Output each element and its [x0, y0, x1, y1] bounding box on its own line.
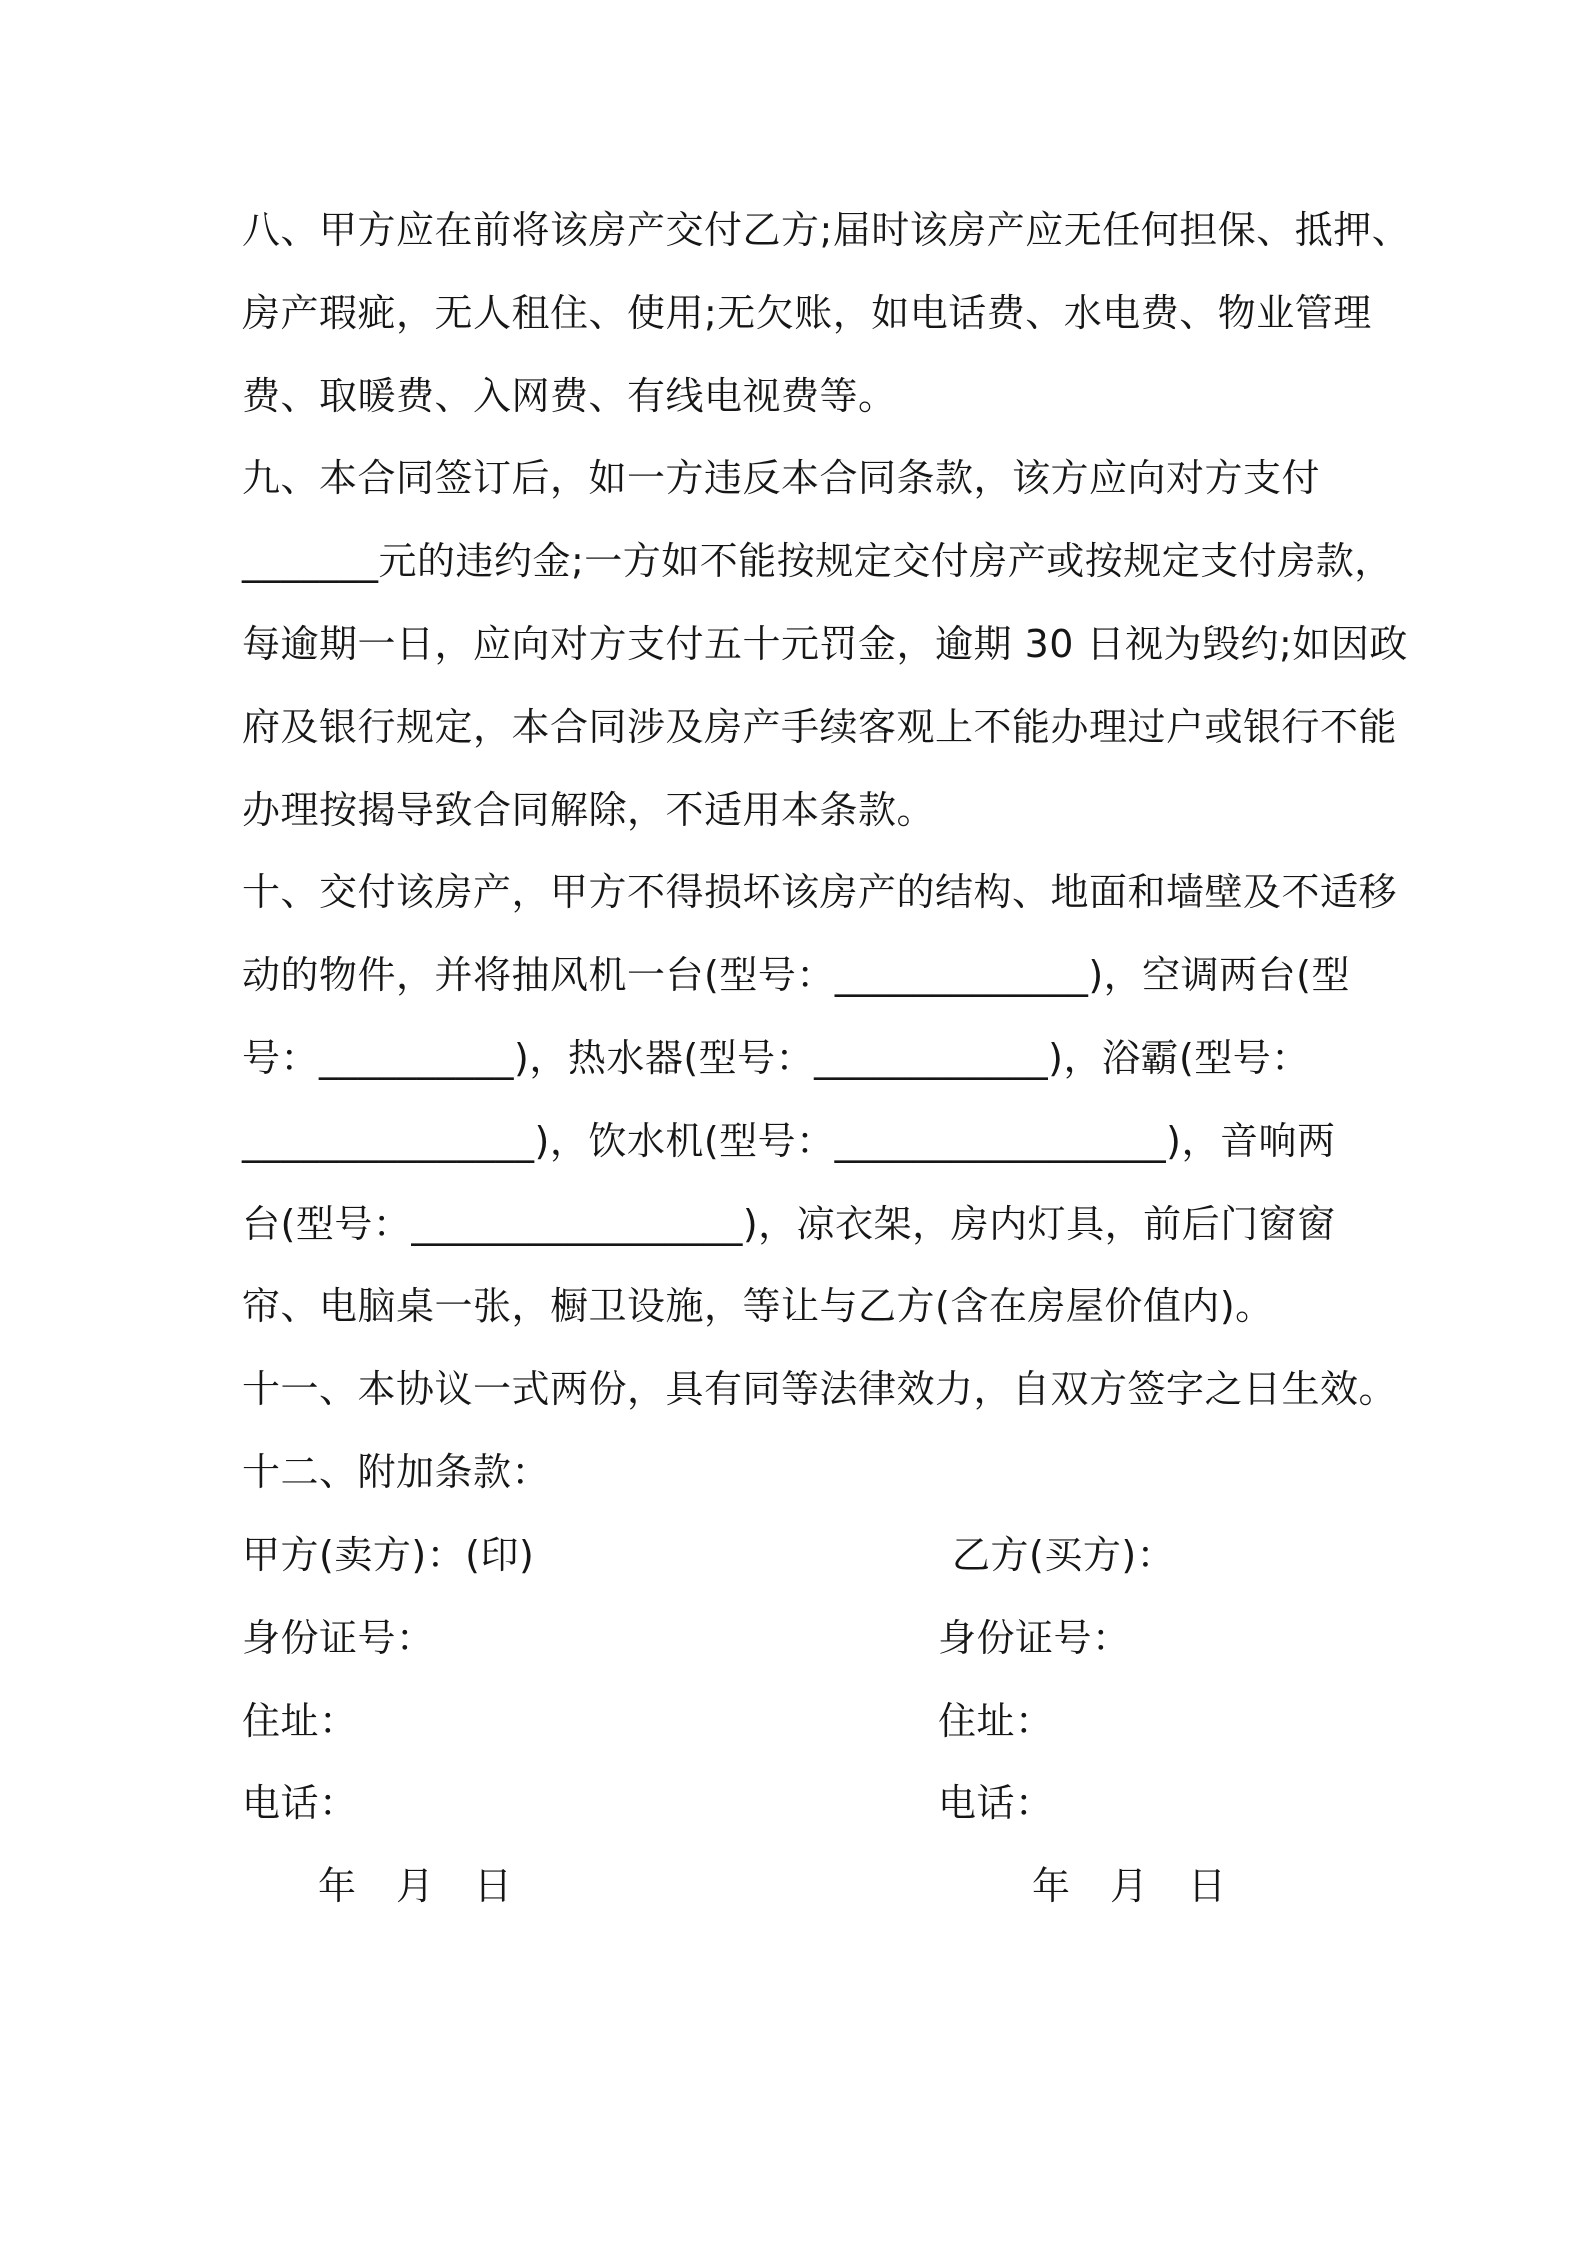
party-b-date: [1032, 1861, 1266, 1911]
clause-9-line-2: _______元的违约金;一方如不能按规定交付房产或按规定支付房款，: [242, 539, 1393, 583]
party-b-address-label: 住址：: [938, 1699, 1054, 1743]
clause-8-line-2: 房产瑕疵，无人租住、使用;无欠账，如电话费、水电费、物业管理: [242, 291, 1372, 335]
clause-11: 十一、本协议一式两份，具有同等法律效力，自双方签字之日生效。: [242, 1367, 1398, 1411]
party-a-address-label: 住址：: [242, 1699, 358, 1743]
party-a-date-day: 日: [474, 1864, 513, 1908]
party-a-id-label: 身份证号：: [242, 1616, 435, 1660]
clause-10-line-1: 十、交付该房产，甲方不得损坏该房产的结构、地面和墙壁及不适移: [242, 870, 1398, 914]
party-a-date-month: 月: [396, 1864, 435, 1908]
party-a-phone-label: 电话：: [242, 1781, 358, 1825]
party-b-date-year: 年: [1032, 1864, 1071, 1908]
clause-10-line-2: 动的物件，并将抽风机一台(型号：_____________)，空调两台(型: [242, 953, 1350, 997]
clause-12: 十二、附加条款：: [242, 1450, 551, 1494]
party-a-date: [318, 1861, 552, 1911]
clause-10-line-3: 号：__________)，热水器(型号：____________)，浴霸(型号：: [242, 1036, 1310, 1080]
clause-10-line-4: _______________)，饮水机(型号：_________________)，音响两: [242, 1119, 1336, 1163]
clause-10-line-5: 台(型号：_________________)，凉衣架，房内灯具，前后门窗窗: [242, 1202, 1336, 1246]
clause-10-line-6: 帘、电脑桌一张，橱卫设施，等让与乙方(含在房屋价值内)。: [242, 1284, 1274, 1328]
clause-8-line-1: 八、甲方应在前将该房产交付乙方;届时该房产应无任何担保、抵押、: [242, 208, 1411, 252]
clause-9-line-5: 办理按揭导致合同解除，不适用本条款。: [242, 788, 936, 832]
clause-8-line-3: 费、取暖费、入网费、有线电视费等。: [242, 374, 897, 418]
party-a-label: 甲方(卖方)：(印): [242, 1533, 535, 1577]
party-b-label: 乙方(买方)：: [952, 1533, 1176, 1577]
party-b-date-day: 日: [1188, 1864, 1227, 1908]
clause-9-line-3: 每逾期一日，应向对方支付五十元罚金，逾期 30 日视为毁约;如因政: [242, 622, 1408, 666]
party-b-date-month: 月: [1110, 1864, 1149, 1908]
clause-9-line-4: 府及银行规定，本合同涉及房产手续客观上不能办理过户或银行不能: [242, 705, 1398, 749]
party-a-date-year: 年: [318, 1864, 357, 1908]
clause-9-line-1: 九、本合同签订后，如一方违反本合同条款，该方应向对方支付: [242, 456, 1321, 500]
party-b-phone-label: 电话：: [938, 1781, 1054, 1825]
party-b-id-label: 身份证号：: [938, 1616, 1131, 1660]
